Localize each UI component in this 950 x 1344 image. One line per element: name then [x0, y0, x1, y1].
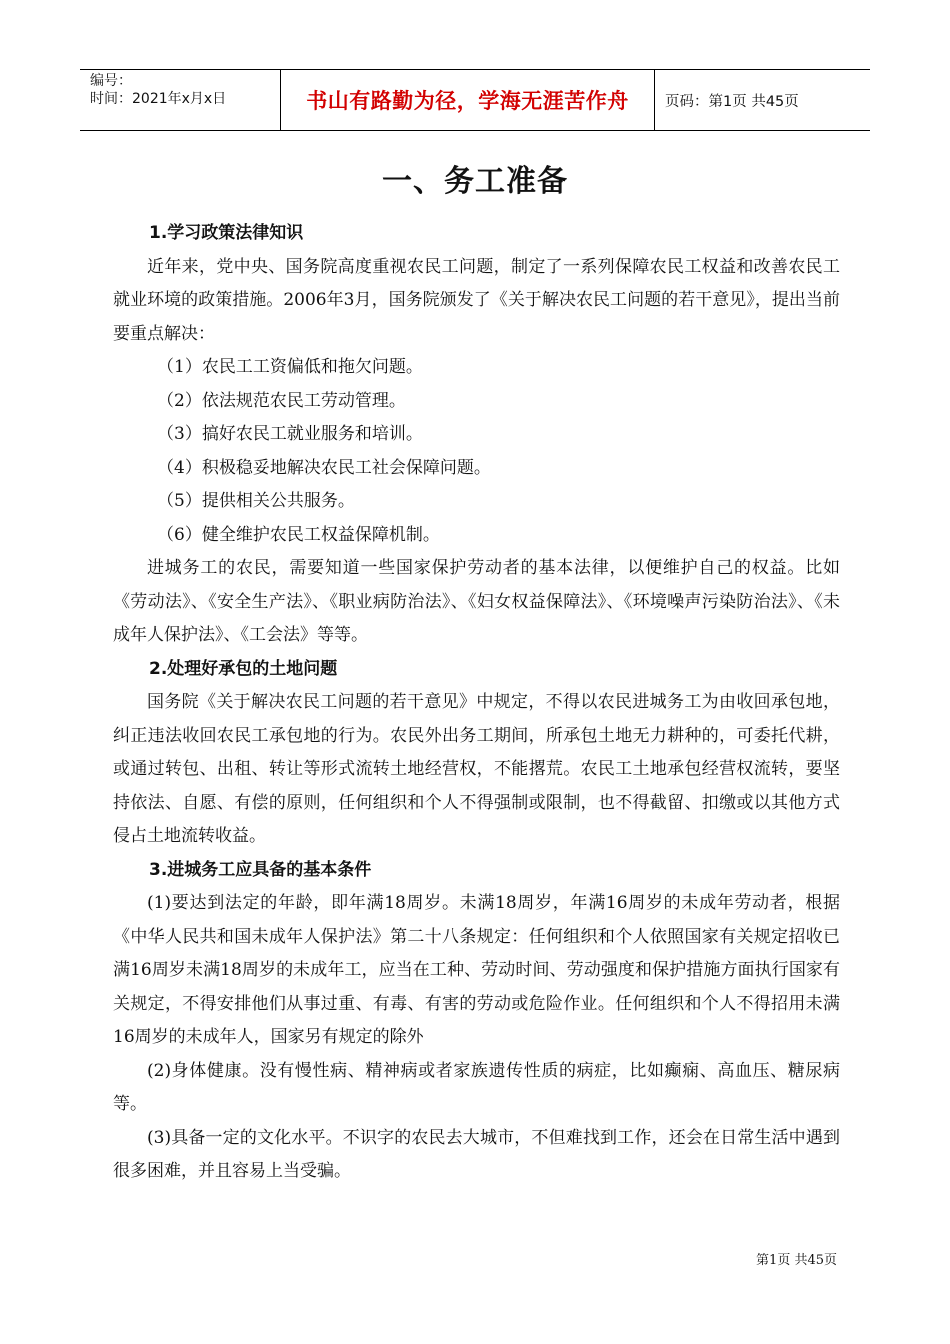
page-label: 页码：第1页 共45页	[665, 93, 799, 110]
paragraph: (1)要达到法定的年龄，即年满18周岁。未满18周岁，年满16周岁的未成年劳动者，根据《中华人民共和国未成年人保护法》第二十八条规定：任何组织和个人依照国家有关规定招收已满16周岁未满18周岁的未成年工，应当在工种、劳动时间、劳动强度和保护措施方面执行国家有关规定，不得安排他们从事过重、有毒、有害的劳动或危险作业。任何组织和个人不得招用未满16周岁的未成年人，国家另有规定的除外	[113, 893, 840, 1047]
list-item: （2）依法规范农民工劳动管理。	[157, 390, 406, 411]
header-motto-cell	[281, 70, 655, 130]
section-heading-2: 2.处理好承包的土地问题	[149, 658, 338, 679]
header-meta	[80, 70, 281, 130]
list-item: （6）健全维护农民工权益保障机制。	[157, 524, 440, 545]
paragraph: (2)身体健康。没有慢性病、精神病或者家族遗传性质的病症，比如癫痫、高血压、糖尿病等。	[113, 1060, 840, 1114]
page-footer: 第1页 共45页	[756, 1253, 837, 1268]
page-header	[80, 69, 870, 131]
list-item: （1）农民工工资偏低和拖欠问题。	[157, 357, 423, 377]
number-label: 编号：	[90, 73, 132, 89]
list-item: （3）搞好农民工就业服务和培训。	[157, 424, 423, 444]
list-item: （4）积极稳妥地解决农民工社会保障问题。	[157, 457, 491, 478]
time-label: 时间：2021年x月x日	[90, 91, 227, 107]
header-motto: 书山有路勤为径，学海无涯苦作舟	[306, 89, 629, 113]
header-page-cell	[655, 70, 870, 130]
paragraph: (3)具备一定的文化水平。不识字的农民去大城市，不但难找到工作，还会在日常生活中遇到很多困难，并且容易上当受骗。	[113, 1127, 840, 1181]
paragraph: 进城务工的农民，需要知道一些国家保护劳动者的基本法律，以便维护自己的权益。比如《劳动法》、《安全生产法》、《职业病防治法》、《妇女权益保障法》、《环境噪声污染防治法》、《未成年人保护法》、《工会法》等等。	[113, 558, 840, 645]
list-item: （5）提供相关公共服务。	[157, 491, 355, 511]
section-heading-1: 1.学习政策法律知识	[149, 223, 304, 243]
section-heading-3: 3.进城务工应具备的基本条件	[149, 859, 372, 880]
paragraph: 近年来，党中央、国务院高度重视农民工问题，制定了一系列保障农民工权益和改善农民工就业环境的政策措施。2006年3月，国务院颁发了《关于解决农民工问题的若干意见》，提出当前要重点解决：	[113, 256, 840, 344]
document-body	[113, 217, 840, 1189]
paragraph: 国务院《关于解决农民工问题的若干意见》中规定，不得以农民进城务工为由收回承包地，纠正违法收回农民工承包地的行为。农民外出务工期间，所承包土地无力耕种的，可委托代耕，或通过转包、出租、转让等形式流转土地经营权，不能撂荒。农民工土地承包经营权流转，要坚持依法、自愿、有偿的原则，任何组织和个人不得强制或限制，也不得截留、扣缴或以其他方式侵占土地流转收益。	[113, 692, 840, 846]
document-title: 一、务工准备	[382, 164, 568, 199]
